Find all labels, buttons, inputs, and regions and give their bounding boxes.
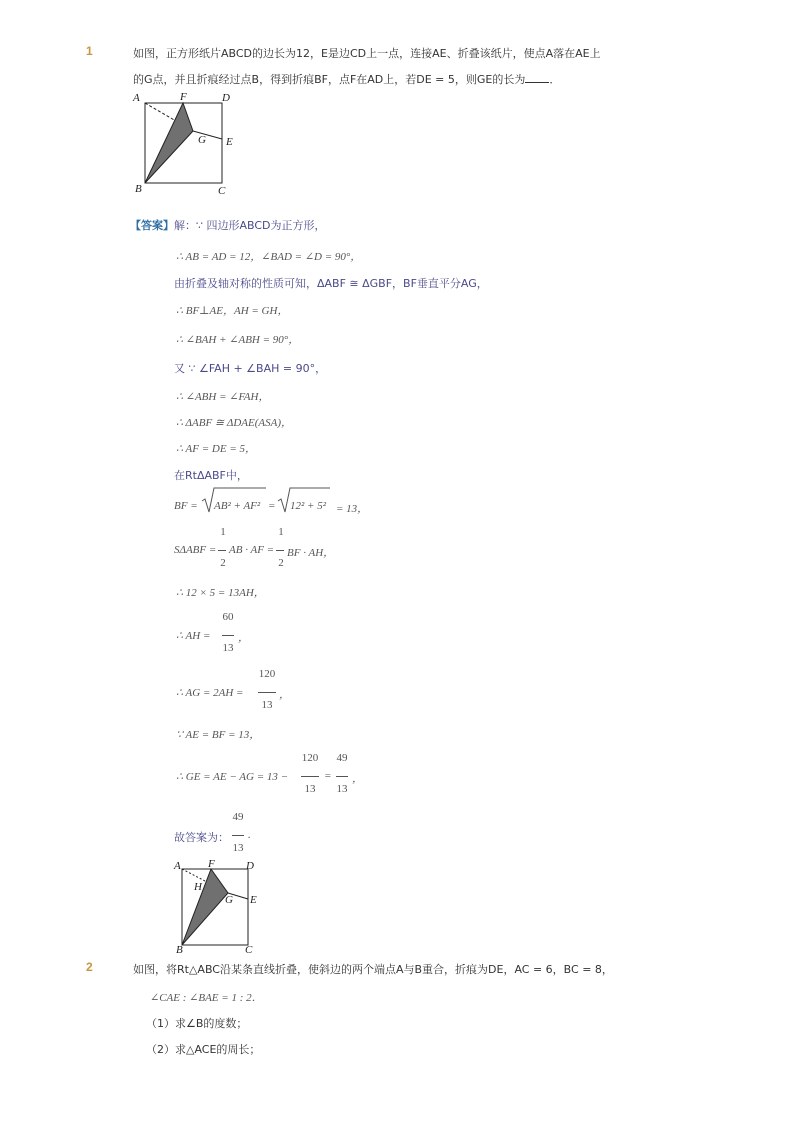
solution-step-16-end: ， (352, 773, 363, 785)
label-h: H (194, 881, 202, 893)
solution-step-16-eq: = (324, 770, 332, 782)
question-2-text-line-2: ∠CAE : ∠BAE = 1 : 2． (150, 992, 263, 1004)
answer-label: 【答案】 (130, 219, 174, 232)
fraction-half-2-denominator: 2 (278, 557, 284, 569)
fraction-49-numerator: 49 (336, 752, 348, 764)
label-c: C (245, 944, 253, 955)
fraction-60-denominator: 13 (222, 642, 234, 654)
solution-step-14-end: ， (279, 689, 290, 701)
solution-step-4: ∴ ∠BAH + ∠ABH = 90°， (176, 334, 300, 346)
label-e: E (250, 894, 257, 906)
solution-step-9: 在RtΔABF中， (174, 469, 248, 482)
solution-step-6: ∴ ∠ABH = ∠FAH， (176, 391, 270, 403)
final-fraction-numerator: 49 (232, 811, 244, 823)
fraction-120b-numerator: 120 (301, 752, 319, 764)
fraction-60-numerator: 60 (222, 611, 234, 623)
solution-step-14-lhs: ∴ AG = 2AH = (176, 687, 244, 699)
solution-step-7: ∴ ΔABF ≅ ΔDAE(ASA)， (176, 417, 292, 429)
final-fraction-denominator: 13 (232, 842, 244, 854)
solution-step-5: 又 ∵ ∠FAH + ∠BAH = 90°， (174, 362, 327, 375)
question-1-text-line-1: 如图，正方形纸片ABCD的边长为12，E是边CD上一点，连接AE、折叠该纸片，使点A落在AE上 (133, 47, 601, 60)
label-b: B (176, 944, 183, 955)
fraction-bar (258, 692, 276, 693)
question-number-1: 1 (86, 44, 93, 58)
fraction-bar (276, 550, 284, 551)
fraction-half-1-numerator: 1 (220, 526, 226, 538)
question-1-line-2-end: ． (549, 73, 561, 86)
question-2-text-line-1: 如图，将Rt△ABC沿某条直线折叠，使斜边的两个端点A与B重合，折痕为DE，AC = 6，BC = 8， (133, 963, 613, 976)
sqrt-radicand-1: AB² + AF² (214, 500, 261, 512)
question-2-part-1: （1）求∠B的度数； (146, 1017, 248, 1030)
question-number-2: 2 (86, 960, 93, 974)
folded-triangle-gbf (182, 869, 228, 945)
folded-triangle-gbf (145, 103, 193, 183)
solution-intro: 解：∵ 四边形ABCD为正方形， (174, 219, 326, 232)
question-2-part-2: （2）求△ACE的周长； (146, 1043, 261, 1056)
fraction-49-denominator: 13 (336, 783, 348, 795)
label-b: B (135, 183, 142, 195)
label-f: F (180, 91, 187, 103)
solution-step-11-mid: AB · AF = (229, 544, 275, 556)
final-answer-end: . (248, 829, 251, 841)
solution-step-13-end: ， (238, 632, 249, 644)
solution-step-3: ∴ BF⊥AE，AH = GH， (176, 305, 289, 317)
label-a: A (133, 92, 140, 104)
fraction-bar (232, 835, 244, 836)
label-g: G (225, 894, 233, 906)
label-d: D (222, 92, 230, 104)
fraction-120b-denominator: 13 (304, 783, 316, 795)
solution-step-15: ∵ AE = BF = 13， (176, 729, 261, 741)
answer-intro-line (130, 217, 326, 233)
fraction-half-1-denominator: 2 (220, 557, 226, 569)
square-fold-figure (130, 88, 240, 200)
solution-step-12: ∴ 12 × 5 = 13AH， (176, 587, 265, 599)
label-g: G (198, 134, 206, 146)
solution-step-11-lhs: SΔABF = (174, 544, 217, 556)
label-f: F (208, 858, 215, 870)
solution-step-2: 由折叠及轴对称的性质可知，ΔABF ≅ ΔGBF，BF垂直平分AG， (174, 277, 488, 290)
solution-step-10-result: = 13， (336, 503, 369, 515)
solution-step-8: ∴ AF = DE = 5， (176, 443, 256, 455)
solution-step-10-eq: = (268, 500, 276, 512)
fraction-120-denominator: 13 (261, 699, 273, 711)
fraction-half-2-numerator: 1 (278, 526, 284, 538)
label-e: E (226, 136, 233, 148)
fraction-bar (336, 776, 348, 777)
answer-blank (525, 82, 549, 83)
solution-step-10-lhs: BF = (174, 500, 198, 512)
label-c: C (218, 185, 226, 197)
solution-step-13-lhs: ∴ AH = (176, 630, 211, 642)
solution-step-11-rhs: BF · AH， (287, 547, 335, 559)
fraction-120-numerator: 120 (258, 668, 276, 680)
label-d: D (246, 860, 254, 872)
solution-step-16-lhs: ∴ GE = AE − AG = 13 − (176, 771, 289, 783)
sqrt-radicand-2: 12² + 5² (290, 500, 327, 512)
square-fold-figure-with-h (172, 857, 264, 955)
question-1-text-line-2 (133, 71, 560, 87)
fraction-bar (301, 776, 319, 777)
final-answer-label: 故答案为： (174, 831, 229, 844)
label-a: A (174, 860, 181, 872)
fraction-bar (222, 635, 234, 636)
question-1-text-line-2-body: 的G点，并且折痕经过点B，得到折痕BF，点F在AD上，若DE = 5，则GE的长为 (133, 73, 526, 86)
solution-step-1: ∴ AB = AD = 12，∠BAD = ∠D = 90°， (176, 251, 362, 263)
fraction-bar (218, 550, 226, 551)
